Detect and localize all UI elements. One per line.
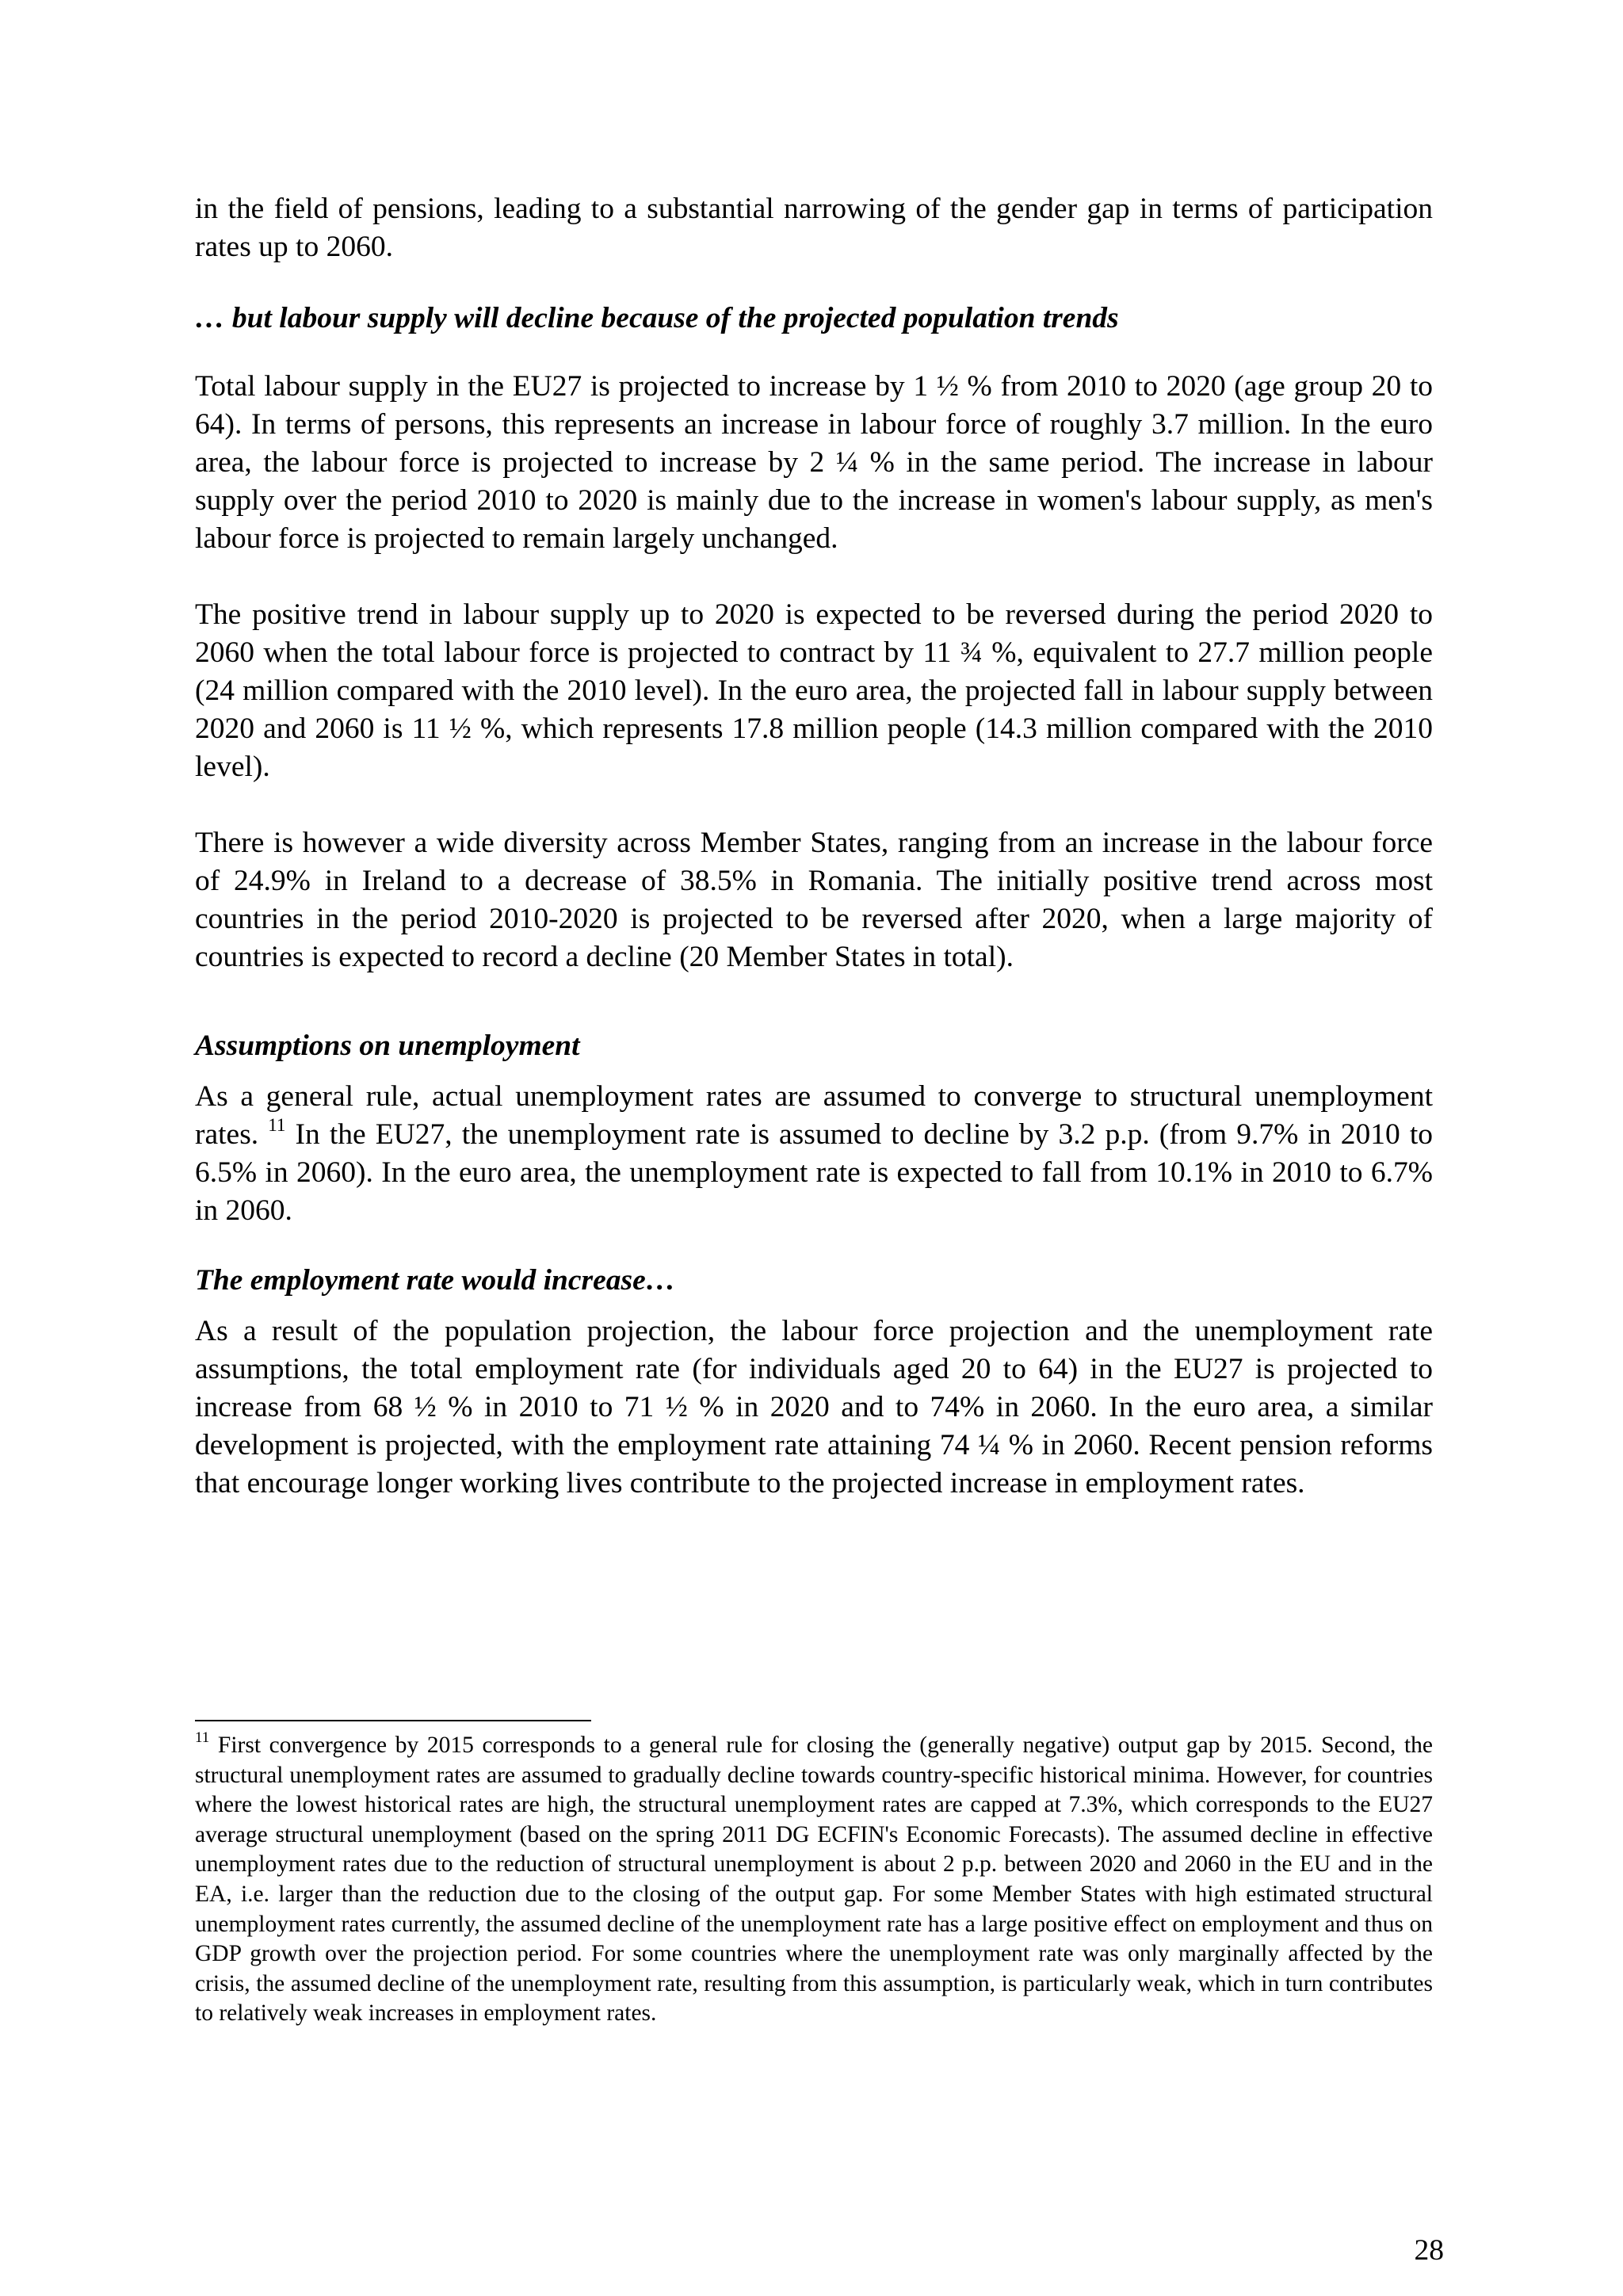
paragraph-employment-rate-projection: As a result of the population projection, the labour force projection and the unemployment rate assumptions, the total employment rate (for individuals aged 20 to 64) in the EU27 is projected to increase from 68 ½ % in 2010 to 71 ½ % in 2020 and to 74% in 2060. In the euro area, a similar development is projected, with the employment rate attaining 74 ¼ % in 2060. Recent pension reforms that encourage longer working lives contribute to the projected increase in employment rates.	[195, 1315, 1433, 1499]
heading-labour-supply-decline: … but labour supply will decline because of the projected population trends	[195, 302, 1119, 334]
paragraph-unemployment-text-a: As a general rule, actual unemployment rates are assumed to converge to structural unemployment rates.	[195, 1080, 1433, 1151]
paragraph-pension-gender-gap: in the field of pensions, leading to a substantial narrowing of the gender gap in terms of participation rates up to 2060.	[195, 193, 1433, 263]
paragraph-member-state-diversity: There is however a wide diversity across Member States, ranging from an increase in the labour force of 24.9% in Ireland to a decrease of 38.5% in Romania. The initially positive trend across most countries in the period 2010-2020 is projected to be reversed after 2020, when a large majority of countries is expected to record a decline (20 Member States in total).	[195, 827, 1433, 973]
main-text-column	[195, 190, 1433, 1503]
footnote-reference-11[interactable]: 11	[268, 1114, 286, 1135]
footnote-text: First convergence by 2015 corresponds to a general rule for closing the (generally negative) output gap by 2015. Second, the structural unemployment rates are assumed to gradually decline towards country-specific historical minima. However, for countries where the lowest historical rates are high, the structural unemployment rates are capped at 7.3%, which corresponds to the EU27 average structural unemployment (based on the spring 2011 DG ECFIN's Economic Forecasts). The assumed decline in effective unemployment rates due to the reduction of structural unemployment is about 2 p.p. between 2020 and 2060 in the EU and in the EA, i.e. larger than the reduction due to the closing of the output gap. For some Member States with high estimated structural unemployment rates currently, the assumed decline of the unemployment rate has a large positive effect on employment and thus on GDP growth over the projection period. For some countries where the unemployment rate was only marginally affected by the crisis, the assumed decline of the unemployment rate, resulting from this assumption, is particularly weak, which in turn contributes to relatively weak increases in employment rates.	[195, 1733, 1433, 2027]
paragraph-labour-supply-increase: Total labour supply in the EU27 is projected to increase by 1 ½ % from 2010 to 2020 (age group 20 to 64). In terms of persons, this represents an increase in labour force of roughly 3.7 million. In the euro area, the labour force is projected to increase by 2 ¼ % in the same period. The increase in labour supply over the period 2010 to 2020 is mainly due to the increase in women's labour supply, as men's labour force is projected to remain largely unchanged.	[195, 370, 1433, 555]
footnote-marker: 11	[195, 1729, 210, 1747]
footnote-11	[195, 1731, 1433, 2029]
page-number: 28	[1414, 2234, 1444, 2267]
paragraph-unemployment-text-b: In the EU27, the unemployment rate is assumed to decline by 3.2 p.p. (from 9.7% in 2010 to 6.5% in 2060). In the euro area, the unemployment rate is expected to fall from 10.1% in 2010 to 6.7% in 2060.	[195, 1118, 1433, 1227]
paragraph-unemployment-convergence	[195, 1078, 1433, 1230]
heading-employment-rate-increase: The employment rate would increase…	[195, 1264, 676, 1297]
heading-assumptions-unemployment: Assumptions on unemployment	[195, 1030, 580, 1062]
paragraph-labour-trend-reversal: The positive trend in labour supply up to 2020 is expected to be reversed during the period 2020 to 2060 when the total labour force is projected to contract by 11 ¾ %, equivalent to 27.7 million people (24 million compared with the 2010 level). In the euro area, the projected fall in labour supply between 2020 and 2060 is 11 ½ %, which represents 17.8 million people (14.3 million compared with the 2010 level).	[195, 598, 1433, 783]
footnote-separator	[195, 1720, 591, 1721]
